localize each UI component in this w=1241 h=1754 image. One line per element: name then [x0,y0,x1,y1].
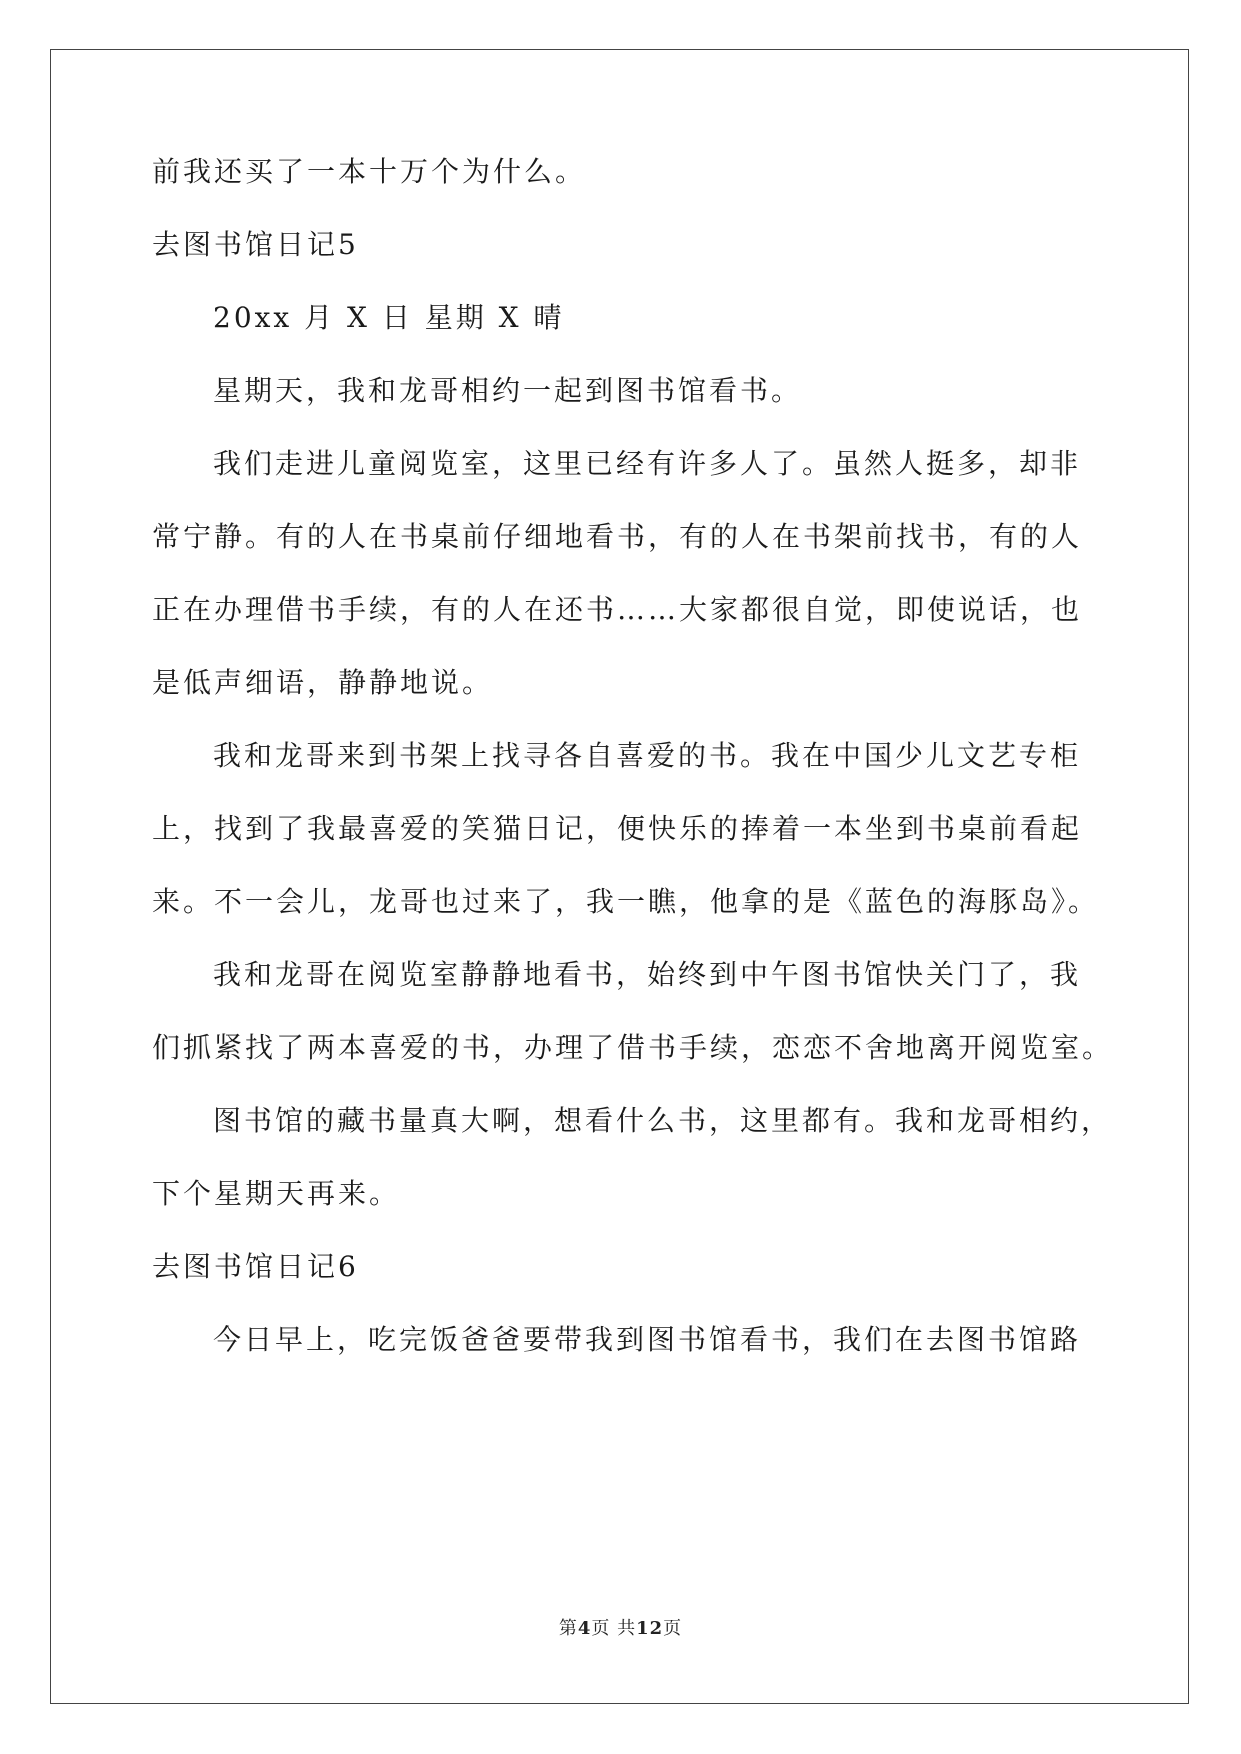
footer-page-number: 4 [577,1618,592,1639]
footer-total-pages: 12 [636,1618,664,1639]
text-line: 正在办理借书手续，有的人在还书……大家都很自觉，即使说话，也 [152,593,1083,626]
text-line: 我们走进儿童阅览室，这里已经有许多人了。虽然人挺多，却非 [213,447,1082,480]
text-line: 常宁静。有的人在书桌前仔细地看书，有的人在书架前找书，有的人 [152,520,1083,553]
text-line: 来。不一会儿，龙哥也过来了，我一瞧，他拿的是《蓝色的海豚岛》。 [152,885,1100,918]
text-line: 下个星期天再来。 [152,1177,401,1210]
footer-suffix: 页 [663,1618,683,1639]
text-line: 上，找到了我最喜爱的笑猫日记，便快乐的捧着一本坐到书桌前看起 [152,812,1083,845]
footer-prefix: 第 [558,1618,578,1639]
text-line: 我和龙哥在阅览室静静地看书，始终到中午图书馆快关门了，我 [213,958,1082,991]
text-line: 图书馆的藏书量真大啊，想看什么书，这里都有。我和龙哥相约， [213,1104,1113,1137]
page-footer [0,1614,1241,1640]
text-line: 星期天，我和龙哥相约一起到图书馆看书。 [213,374,803,407]
text-line: 前我还买了一本十万个为什么。 [152,155,587,188]
footer-mid: 页 共 [591,1618,637,1639]
section-heading: 去图书馆日记6 [152,1250,359,1283]
section-heading: 去图书馆日记5 [152,228,359,261]
date-line: 20xx 月 X 日 星期 X 晴 [213,301,565,334]
text-line: 今日早上，吃完饭爸爸要带我到图书馆看书，我们在去图书馆路 [213,1323,1082,1356]
text-line: 我和龙哥来到书架上找寻各自喜爱的书。我在中国少儿文艺专柜 [213,739,1082,772]
text-line: 是低声细语，静静地说。 [152,666,494,699]
text-line: 们抓紧找了两本喜爱的书，办理了借书手续，恋恋不舍地离开阅览室。 [152,1031,1114,1064]
